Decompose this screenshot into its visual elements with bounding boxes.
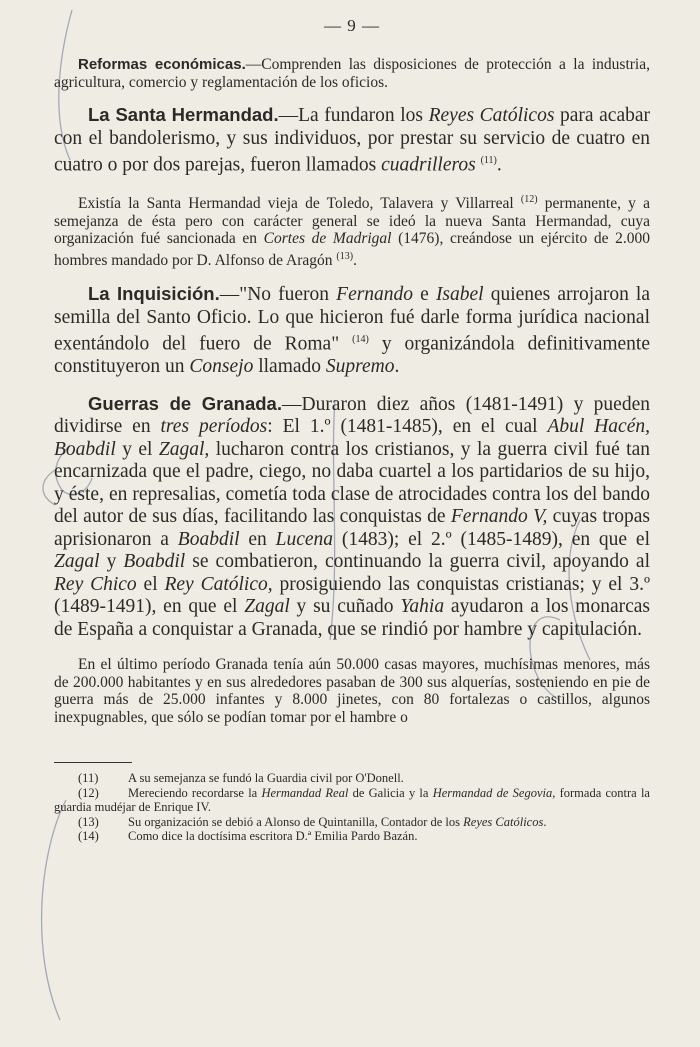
paragraph-hermandad-vieja: Existía la Santa Hermandad vieja de Toledo, Talavera y Villarreal $^{(12)}$ permanente, y a semejanza de ésta pero con carácter general se ideó la nueva Santa Hermandad, cuya organización fué sancionada en Cortes de Madrigal (1476), creándose un ejército de 2.000 hombres mandado por D. Alfonso de Aragón $^{(13)}$.: [54, 194, 650, 269]
footnote-ref: (13): [336, 250, 354, 262]
heading-reformas: Reformas económicas.: [78, 56, 246, 73]
footnote-divider: [54, 762, 132, 763]
paragraph-ultimo-periodo: En el último período Granada tenía aún 50.000 casas mayores, muchísimas menores, más de 200.000 habitantes y en sus alrededores pasaban de 300 sus alquerías, sosteniendo en pie de guerra más de 25.000 infantes y 8.000 jinetes, con 80 fortalezas o castillos, algunos inexpugnables, que sólo se podían tomar por el hambre o: [54, 656, 650, 726]
footnote-ref: (14): [352, 334, 369, 346]
page: [54, 16, 650, 844]
footnote-12: (12) Mereciendo recordarse la Hermandad Real de Galicia y la Hermandad de Segovia, formada contra la guardia mudéjar de Enrique IV.: [54, 785, 650, 815]
heading-guerras-granada: Guerras de Granada.: [88, 392, 282, 414]
paragraph-inquisicion: La Inquisición.—"No fueron Fernando e Isabel quienes arrojaron la semilla del Santo Oficio. Lo que hicieron fué darle forma jurídica nacional exentándolo del fuero de Roma" $^{(14)}$ y organizándola definitivamente constituyeron un Consejo llamado Supremo.: [54, 283, 651, 378]
footnote-11: (11) A su semejanza se fundó la Guardia civil por O'Donell.: [78, 771, 404, 786]
page-number: — 9 —: [324, 16, 380, 35]
footnote-ref: (11): [480, 155, 497, 166]
footnote-ref: (12): [520, 194, 538, 205]
heading-santa-hermandad: La Santa Hermandad.: [88, 104, 279, 125]
footnote-13: (13) Su organización se debió a Alonso de Quintanilla, Contador de los Reyes Católicos.: [78, 814, 547, 829]
footnotes: [54, 771, 650, 844]
paragraph-santa-hermandad: La Santa Hermandad.—La fundaron los Reyes Católicos para acabar con el bandolerismo, y sus individuos, por prestar su servicio de cuatro en cuatro o por dos parejas, fueron llamados cuadrilleros $^{(11)}$.: [54, 104, 651, 176]
heading-inquisicion: La Inquisición.: [88, 283, 220, 305]
paragraph-guerras-granada: Guerras de Granada.—Duraron diez años (1481-1491) y pueden dividirse en tres períodos: El 1.º (1481-1485), en el cual Abul Hacén, Boabdil y el Zagal, lucharon contra los cristianos, y la guerra civil fué tan encarnizada que el padre, ciego, no daba cuartel a los partidarios de su hijo, y éste, en represalias, cometía toda clase de atrocidades contra los del bando del autor de sus días, facilitando las conquistas de Fernando V, cuyas tropas aprisionaron a Boabdil en Lucena (1483); el 2.º (1485-1489), en que el Zagal y Boabdil se combatieron, continuando la guerra civil, apoyando al Rey Chico el Rey Católico, prosiguiendo las conquistas cristianas; y el 3.º (1489-1491), en que el Zagal y su cuñado Yahia ayudaron a los monarcas de España a conquistar a Granada, que se rindió por hambre y capitulación.: [54, 392, 651, 640]
paragraph-reformas: Reformas económicas.—Comprenden las disposiciones de protección a la industria, agricultura, comercio y reglamentación de los oficios.: [54, 56, 650, 91]
footnote-14: (14) Como dice la doctísima escritora D.ª Emilia Pardo Bazán.: [78, 829, 418, 844]
